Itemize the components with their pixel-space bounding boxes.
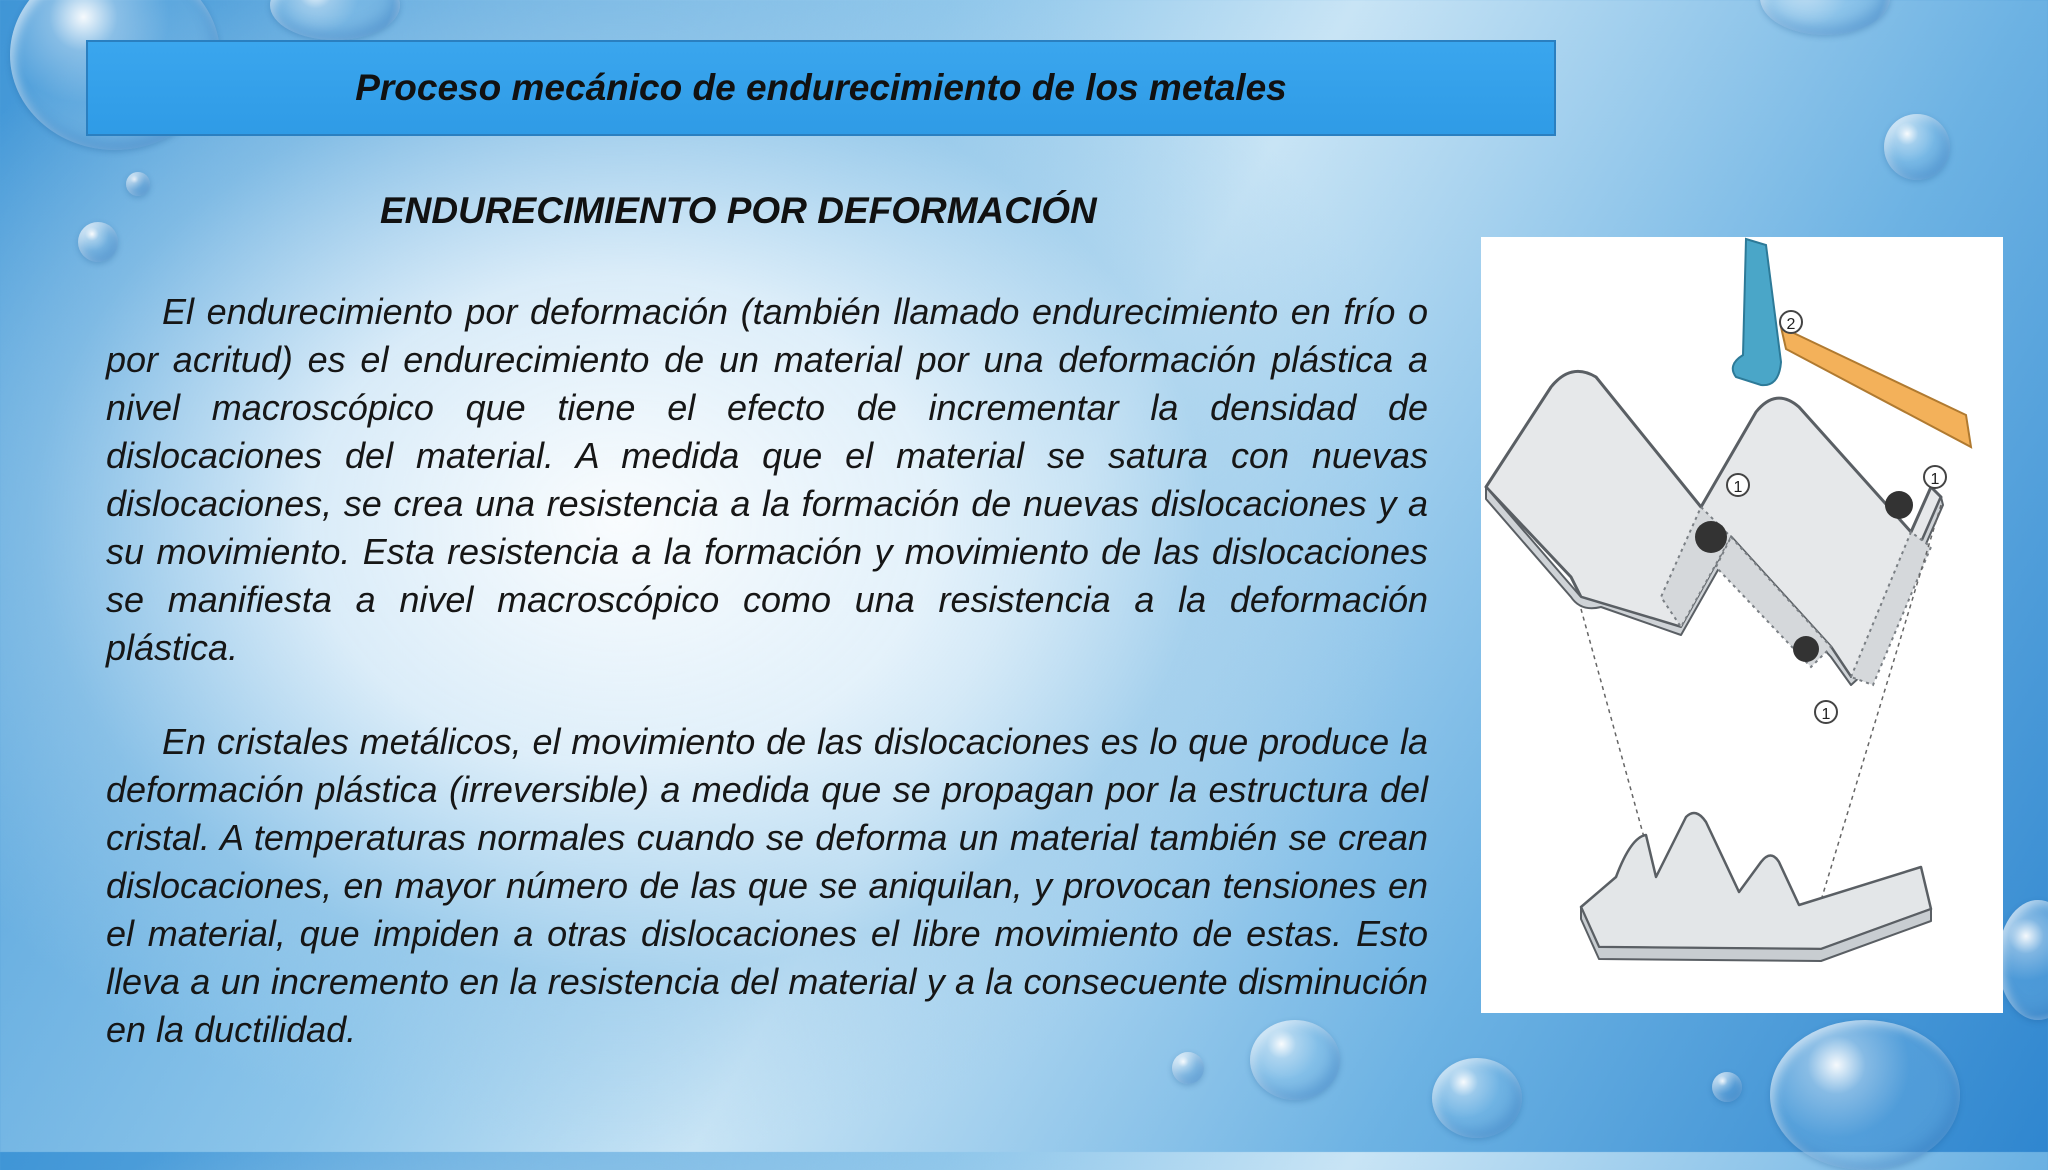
paragraph-2: En cristales metálicos, el movimiento de las dislocaciones es lo que produce la deformación plástica (irreversible) a medida que se propagan por la estructura del cristal. A temperaturas normales cuando se deforma un material también se crean dislocaciones, en mayor número de las que se aniquilan, y provocan tensiones en el material, que impiden a otras dislocaciones el libre movimiento de estas. Esto lleva a un incremento en la resistencia del material y a la consecuente disminución en la ductilidad.	[106, 721, 1428, 1050]
bubble-decoration	[1884, 114, 1950, 180]
hammer-head	[1733, 239, 1781, 385]
bubble-decoration	[1760, 0, 1890, 35]
bubble-decoration	[270, 0, 400, 40]
bubble-decoration	[1770, 1020, 1960, 1170]
dislocation-cluster	[1793, 636, 1819, 662]
bubble-decoration	[126, 172, 150, 196]
dislocation-cluster	[1885, 491, 1913, 519]
slide-title: Proceso mecánico de endurecimiento de los metales	[355, 67, 1287, 108]
bubble-decoration	[1712, 1072, 1742, 1102]
bubble-decoration	[78, 222, 118, 262]
marker-1-label: 1	[1821, 706, 1831, 723]
paragraph-1: El endurecimiento por deformación (también llamado endurecimiento en frío o por acritud) es el endurecimiento de un material por una deformación plástica a nivel macroscópico que tiene el efecto de incrementar la densidad de dislocaciones del material. A medida que el material se satura con nuevas dislocaciones, se crea una resistencia a la formación de nuevas dislocaciones y a su movimiento. Esta resistencia a la formación y movimiento de las dislocaciones se manifiesta a nivel macroscópico como una resistencia a la deformación plástica.	[106, 291, 1428, 668]
marker-1-label: 1	[1930, 471, 1940, 488]
illustration-svg	[1481, 237, 2003, 1013]
strain-hardening-illustration	[1481, 237, 2003, 1013]
title-bar	[86, 40, 1556, 136]
bubble-decoration	[1172, 1052, 1204, 1084]
section-heading: ENDURECIMIENTO POR DEFORMACIÓN	[380, 190, 1097, 231]
marker-1-label: 1	[1733, 479, 1743, 496]
bubble-decoration	[1432, 1058, 1522, 1138]
bubble-decoration	[1998, 900, 2048, 1020]
dislocation-cluster	[1695, 521, 1727, 553]
marker-2-label: 2	[1786, 316, 1796, 333]
